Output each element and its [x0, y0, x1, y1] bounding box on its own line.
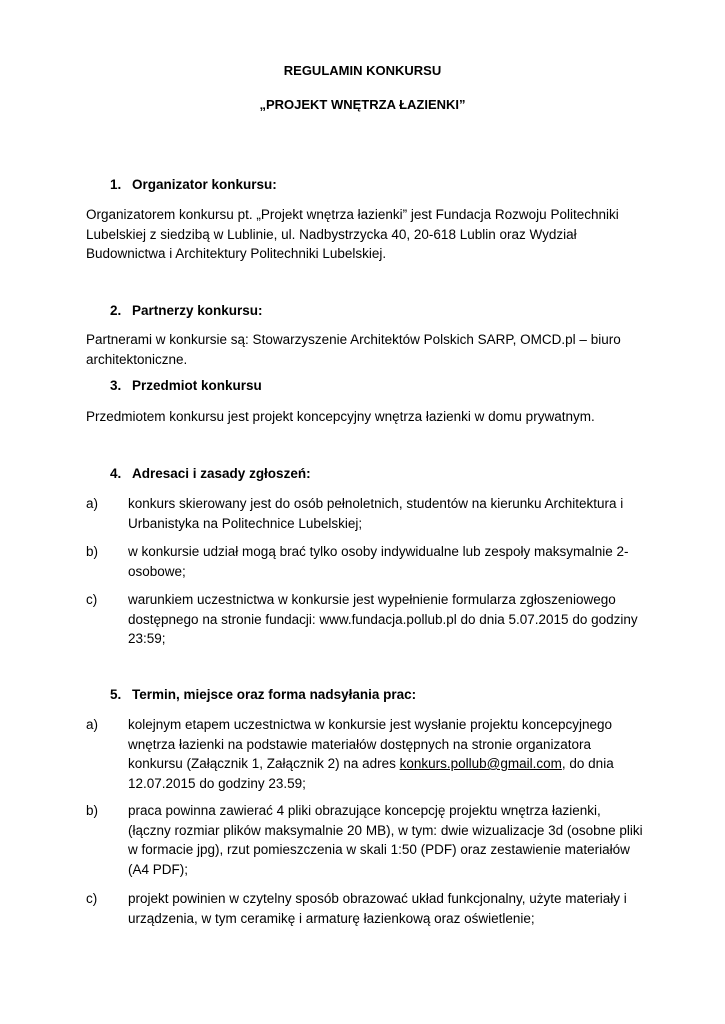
section-heading — [110, 176, 277, 194]
list-marker: b) — [86, 803, 99, 818]
section-heading — [110, 465, 311, 483]
section-paragraph: Partnerami w konkursie są: Stowarzyszenie Architektów Polskich SARP, OMCD.pl – biuro architektoniczne. — [86, 332, 621, 367]
section-title: Organizator konkursu: — [132, 177, 277, 192]
section-number: 5. — [110, 687, 122, 702]
list-marker: b) — [86, 544, 99, 559]
list-item-text: w konkursie udział mogą brać tylko osoby indywidualne lub zespoły maksymalnie 2-osobowe; — [128, 544, 629, 579]
section-heading — [110, 302, 263, 320]
section-number: 2. — [110, 303, 122, 318]
section-paragraph: Przedmiotem konkursu jest projekt koncepcyjny wnętrza łazienki w domu prywatnym. — [86, 409, 595, 424]
list-item-text: praca powinna zawierać 4 pliki obrazujące koncepcję projektu wnętrza łazienki, (łączny rozmiar plików maksymalnie 20 MB), w tym: dwie wizualizacje 3d (osobne pliki w formacie jpg), rzut pomieszczenia w skali 1:50 (PDF) oraz zestawienie materiałów (A4 PDF); — [128, 803, 643, 877]
email-link[interactable]: konkurs.pollub@gmail.com — [399, 756, 562, 771]
list-marker: c) — [86, 592, 98, 607]
section-title: Przedmiot konkursu — [132, 378, 262, 393]
list-item-text-part: kolejnym etapem uczestnictwa w konkursie jest wysłanie projektu koncepcyjnego wnętrza łazienki na podstawie materiałów dostępnych na stronie organizatora konkursu (Załącznik 1, Załącznik 2) na adres — [128, 717, 612, 771]
list-item-text — [128, 715, 646, 793]
section-number: 4. — [110, 466, 122, 481]
list-item-text: warunkiem uczestnictwa w konkursie jest wypełnienie formularza zgłoszeniowego dostępnego na stronie fundacji: www.fundacja.pollub.pl do dnia 5.07.2015 do godziny 23:59; — [128, 592, 638, 646]
list-marker: c) — [86, 891, 98, 906]
section-number: 1. — [110, 177, 122, 192]
section-title: Termin, miejsce oraz forma nadsyłania prac: — [132, 687, 417, 702]
section-title: Adresaci i zasady zgłoszeń: — [132, 466, 311, 481]
list-marker: a) — [86, 496, 99, 511]
document-title: REGULAMIN KONKURSU — [283, 63, 442, 78]
list-marker: a) — [86, 717, 99, 732]
section-heading — [110, 377, 262, 395]
section-number: 3. — [110, 378, 122, 393]
list-item-text: projekt powinien w czytelny sposób obrazować układ funkcjonalny, użyte materiały i urządzenia, w tym ceramikę i armaturę łazienkową oraz oświetlenie; — [128, 891, 627, 926]
list-item-text: konkurs skierowany jest do osób pełnoletnich, studentów na kierunku Architektura i Urbanistyka na Politechnice Lubelskiej; — [128, 496, 624, 531]
document-subtitle: „PROJEKT WNĘTRZA ŁAZIENKI” — [259, 97, 466, 112]
section-heading — [110, 686, 416, 704]
section-title: Partnerzy konkursu: — [132, 303, 263, 318]
list-item-text-part: , do dnia 12.07.2015 do godziny 23.59; — [128, 756, 614, 791]
section-paragraph: Organizatorem konkursu pt. „Projekt wnętrza łazienki” jest Fundacja Rozwoju Politechniki Lubelskiej z siedzibą w Lublinie, ul. Nadbystrzycka 40, 20-618 Lublin oraz Wydział Budownictwa i Architektury Politechniki Lubelskiej. — [86, 207, 619, 261]
